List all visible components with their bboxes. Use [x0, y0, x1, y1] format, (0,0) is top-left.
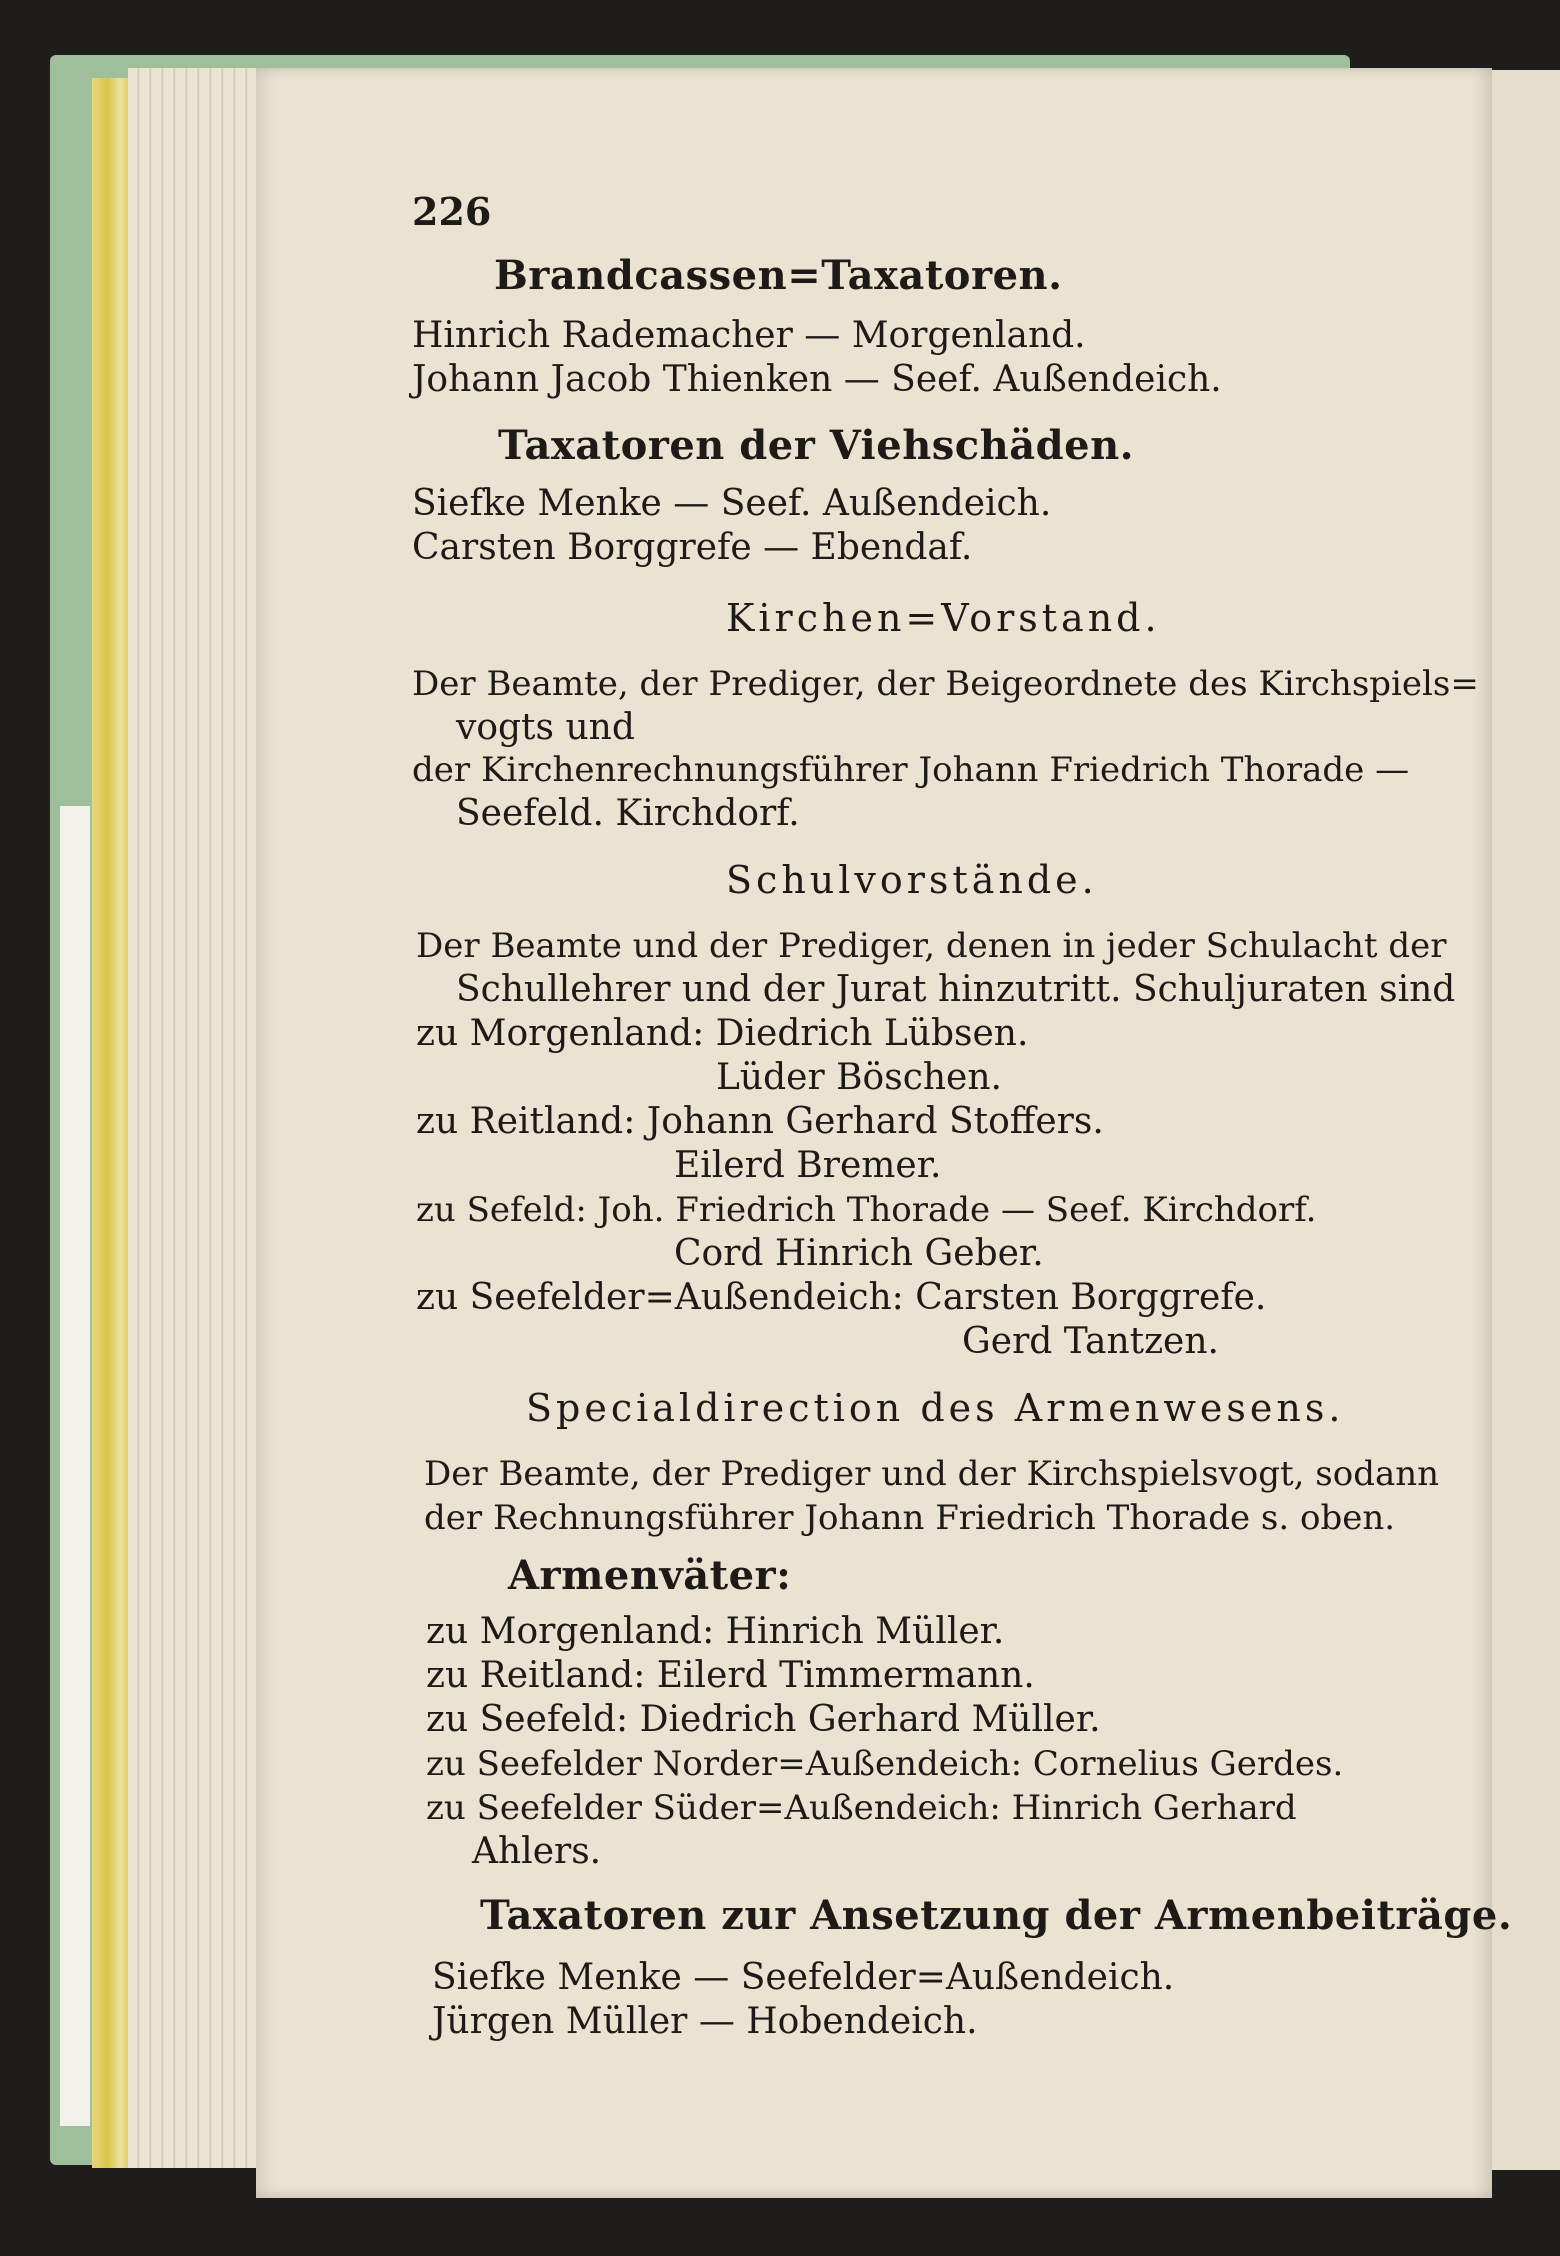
text-line: zu Seefelder Norder=Außendeich: Cornelius Gerdes. [426, 1744, 1344, 1784]
text-line: Jürgen Müller — Hobendeich. [432, 2001, 978, 2042]
text-line: Eilerd Bremer. [674, 1145, 942, 1186]
heading-schulvorstaende: Schulvorstände. [726, 858, 1098, 902]
heading-specialdirection: Specialdirection des Armenwesens. [526, 1386, 1345, 1430]
text-line: vogts und [456, 707, 635, 748]
heading-armenbeitraege: Taxatoren zur Ansetzung der Armenbeiträge. [480, 1892, 1513, 1939]
text-line: Ahlers. [472, 1831, 602, 1872]
text-line: Siefke Menke — Seefelder=Außendeich. [432, 1957, 1175, 1998]
text-line: zu Seefeld: Diedrich Gerhard Müller. [426, 1699, 1101, 1740]
heading-brandcassen: Brandcassen=Taxatoren. [494, 252, 1063, 299]
text-line: Siefke Menke — Seef. Außendeich. [412, 483, 1052, 524]
text-line: Der Beamte, der Prediger, der Beigeordnete des Kirchspiels= [412, 664, 1479, 704]
page-stack [128, 68, 268, 2168]
text-line: Johann Jacob Thienken — Seef. Außendeich. [412, 359, 1222, 400]
page-number: 226 [412, 189, 492, 234]
text-line: zu Morgenland: Diedrich Lübsen. [416, 1013, 1029, 1054]
text-line: Gerd Tantzen. [962, 1321, 1219, 1362]
text-line: Hinrich Rademacher — Morgenland. [412, 315, 1086, 356]
heading-viehschaeden: Taxatoren der Viehschäden. [498, 422, 1135, 469]
text-line: zu Morgenland: Hinrich Müller. [426, 1611, 1005, 1652]
text-line: Lüder Böschen. [716, 1057, 1002, 1098]
page-edges-gilt [92, 78, 132, 2168]
text-line: Der Beamte und der Prediger, denen in jeder Schulacht der [416, 926, 1447, 966]
text-line: der Kirchenrechnungsführer Johann Friedrich Thorade — [412, 750, 1410, 790]
text-line: Schullehrer und der Jurat hinzutritt. Schuljuraten sind [456, 969, 1456, 1010]
text-line: zu Reitland: Johann Gerhard Stoffers. [416, 1101, 1104, 1142]
text-line: zu Reitland: Eilerd Timmermann. [426, 1655, 1035, 1696]
text-line: zu Seefelder Süder=Außendeich: Hinrich Gerhard [426, 1788, 1297, 1828]
paper-slip [60, 806, 90, 2126]
facing-page-edge [1490, 70, 1560, 2170]
text-line: Der Beamte, der Prediger und der Kirchspielsvogt, sodann [424, 1454, 1440, 1494]
heading-armenvaeter: Armenväter: [508, 1552, 792, 1599]
text-line: Seefeld. Kirchdorf. [456, 793, 800, 834]
text-line: Cord Hinrich Geber. [674, 1233, 1044, 1274]
text-line: der Rechnungsführer Johann Friedrich Thorade s. oben. [424, 1498, 1396, 1538]
text-line: zu Sefeld: Joh. Friedrich Thorade — Seef. Kirchdorf. [416, 1190, 1317, 1230]
heading-kirchen: Kirchen=Vorstand. [726, 596, 1161, 640]
book-page [256, 68, 1513, 2198]
text-line: zu Seefelder=Außendeich: Carsten Borggrefe. [416, 1277, 1267, 1318]
text-line: Carsten Borggrefe — Ebendaf. [412, 527, 973, 568]
